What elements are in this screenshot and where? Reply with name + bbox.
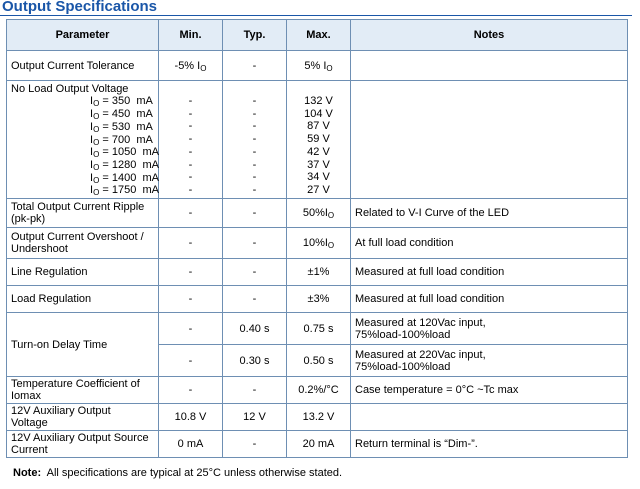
turn-on-b-typ: 0.30 s bbox=[223, 345, 287, 377]
turn-on-b-min: - bbox=[159, 345, 223, 377]
line-reg-min: - bbox=[159, 259, 223, 286]
overshoot-max: $10\%I_O$ bbox=[287, 228, 351, 259]
table-row bbox=[7, 81, 628, 199]
header-min: Min. bbox=[159, 20, 223, 51]
no-load-notes bbox=[351, 81, 628, 199]
no-load-min: - - - - - - - - bbox=[159, 81, 223, 199]
overshoot-notes: At full load condition bbox=[351, 228, 628, 259]
header-max: Max. bbox=[287, 20, 351, 51]
current-condition: $I_O = 530$ mA bbox=[90, 120, 153, 134]
current-condition: $I_O = 350$ mA bbox=[90, 95, 153, 109]
line-reg-max: ±1% bbox=[287, 259, 351, 286]
load-reg-typ: - bbox=[223, 286, 287, 313]
header-notes: Notes bbox=[351, 20, 628, 51]
ripple-max: $50\%I_O$ bbox=[287, 199, 351, 228]
tolerance-typ: - bbox=[223, 51, 287, 81]
tolerance-notes bbox=[351, 51, 628, 81]
aux-voltage-typ: 12 V bbox=[223, 404, 287, 431]
aux-voltage-notes bbox=[351, 404, 628, 431]
param-aux-source-current: 12V Auxiliary Output Source Current bbox=[7, 431, 159, 458]
ripple-min: - bbox=[159, 199, 223, 228]
param-temperature-coefficient: Temperature Coefficient of Iomax bbox=[7, 377, 159, 404]
turn-on-b-notes: Measured at 220Vac input, 75%load-100%load bbox=[351, 345, 628, 377]
line-reg-typ: - bbox=[223, 259, 287, 286]
table-row bbox=[7, 431, 628, 458]
aux-current-notes: Return terminal is “Dim-”. bbox=[351, 431, 628, 458]
table-row bbox=[7, 259, 628, 286]
turn-on-a-max: 0.75 s bbox=[287, 313, 351, 345]
footnote-text: All specifications are typical at 25°C unless otherwise stated. bbox=[46, 467, 343, 479]
current-condition: $I_O = 1400$ mA bbox=[90, 171, 159, 185]
param-output-current-ripple: Total Output Current Ripple (pk-pk) bbox=[7, 199, 159, 228]
temp-coeff-min: - bbox=[159, 377, 223, 404]
page-title: Output Specifications bbox=[2, 0, 158, 15]
overshoot-min: - bbox=[159, 228, 223, 259]
current-condition: $I_O = 1750$ mA bbox=[90, 184, 159, 198]
table-row bbox=[7, 404, 628, 431]
current-condition: $I_O = 1280$ mA bbox=[90, 158, 159, 172]
current-condition: $I_O = 700$ mA bbox=[90, 133, 153, 147]
tolerance-min: -5% $I_O$ bbox=[159, 51, 223, 81]
load-reg-max: ±3% bbox=[287, 286, 351, 313]
current-condition: $I_O = 450$ mA bbox=[90, 108, 153, 122]
table-row bbox=[7, 377, 628, 404]
table-header-row bbox=[7, 20, 628, 51]
footnote bbox=[13, 467, 342, 479]
param-output-current-overshoot: Output Current Overshoot / Undershoot bbox=[7, 228, 159, 259]
aux-current-typ: - bbox=[223, 431, 287, 458]
ripple-notes: Related to V-I Curve of the LED bbox=[351, 199, 628, 228]
overshoot-typ: - bbox=[223, 228, 287, 259]
no-load-max: 132 V 104 V 87 V 59 V 42 V 37 V 34 V 27 V bbox=[287, 81, 351, 199]
load-reg-notes: Measured at full load condition bbox=[351, 286, 628, 313]
table-row bbox=[7, 286, 628, 313]
ripple-typ: - bbox=[223, 199, 287, 228]
param-aux-output-voltage: 12V Auxiliary Output Voltage bbox=[7, 404, 159, 431]
no-load-title: No Load Output Voltage bbox=[11, 82, 129, 95]
table-row bbox=[7, 313, 628, 345]
table-row bbox=[7, 199, 628, 228]
aux-voltage-min: 10.8 V bbox=[159, 404, 223, 431]
tolerance-max: 5% $I_O$ bbox=[287, 51, 351, 81]
header-typ: Typ. bbox=[223, 20, 287, 51]
turn-on-b-max: 0.50 s bbox=[287, 345, 351, 377]
footnote-label: Note: bbox=[13, 467, 42, 479]
param-turn-on-delay-time: Turn-on Delay Time bbox=[7, 313, 159, 377]
current-condition: $I_O = 1050$ mA bbox=[90, 146, 159, 160]
aux-current-max: 20 mA bbox=[287, 431, 351, 458]
output-specifications-table bbox=[6, 19, 628, 458]
header-parameter: Parameter bbox=[7, 20, 159, 51]
temp-coeff-notes: Case temperature = 0°C ~Tc max bbox=[351, 377, 628, 404]
temp-coeff-max: 0.2%/°C bbox=[287, 377, 351, 404]
param-line-regulation: Line Regulation bbox=[7, 259, 159, 286]
line-reg-notes: Measured at full load condition bbox=[351, 259, 628, 286]
turn-on-a-min: - bbox=[159, 313, 223, 345]
table-row bbox=[7, 51, 628, 81]
turn-on-a-notes: Measured at 120Vac input, 75%load-100%load bbox=[351, 313, 628, 345]
load-reg-min: - bbox=[159, 286, 223, 313]
no-load-typ: - - - - - - - - bbox=[223, 81, 287, 199]
param-load-regulation: Load Regulation bbox=[7, 286, 159, 313]
aux-current-min: 0 mA bbox=[159, 431, 223, 458]
table-row bbox=[7, 228, 628, 259]
param-output-current-tolerance: Output Current Tolerance bbox=[7, 51, 159, 81]
aux-voltage-max: 13.2 V bbox=[287, 404, 351, 431]
title-underline bbox=[0, 15, 632, 16]
temp-coeff-typ: - bbox=[223, 377, 287, 404]
param-no-load-output-voltage bbox=[7, 81, 159, 199]
turn-on-a-typ: 0.40 s bbox=[223, 313, 287, 345]
